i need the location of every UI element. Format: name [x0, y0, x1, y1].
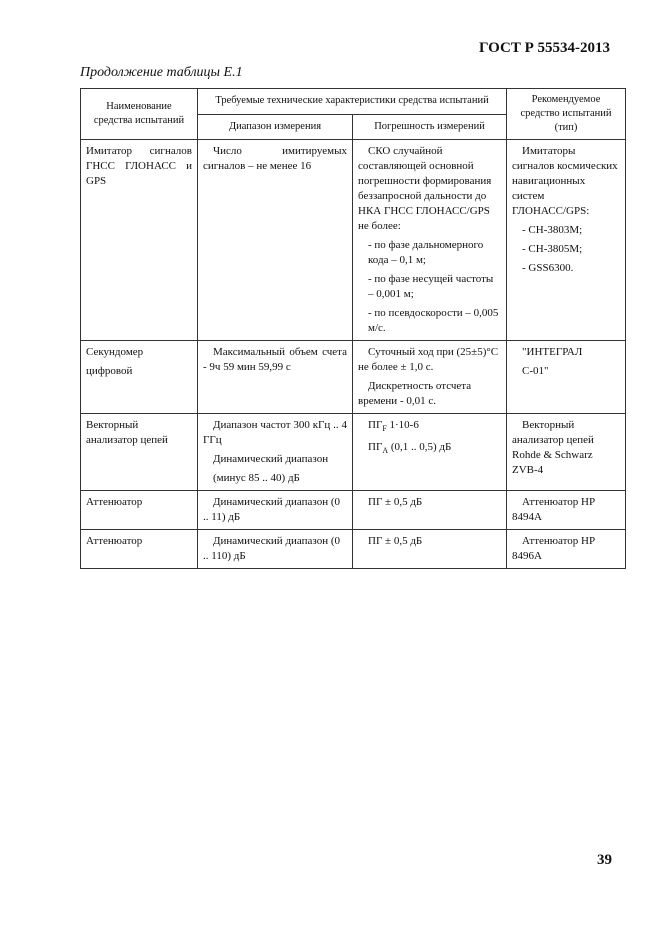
cell-error: ПГ ± 0,5 дБ [353, 530, 507, 569]
cell-range: Динамический диапазон (0 .. 11) дБ [198, 491, 353, 530]
header-measurement-range: Диапазон измерения [198, 114, 353, 140]
recommended-item: - GSS6300. [522, 262, 574, 274]
error-line [358, 418, 501, 436]
error-item: - по псевдоскорости – 0,005 м/с. [368, 307, 499, 334]
error-value: (0,1 .. 0,5) дБ [388, 441, 452, 454]
recommended-item: - СН-3803М; [522, 224, 583, 236]
cell-recommended: Векторный анализатор цепей Rohde & Schwarz ZVB-4 [507, 414, 626, 491]
header-test-equipment-name: Наименование средства испытаний [81, 89, 198, 140]
table-row [81, 414, 626, 491]
specification-table [80, 88, 626, 569]
error-symbol: ПГ [368, 441, 383, 454]
cell-recommended [507, 140, 626, 341]
error-line: Суточный ход при (25±5)°С не более ± 1,0 с. [358, 346, 499, 373]
cell-range: Максимальный объем счета - 9ч 59 мин 59,99 с [198, 341, 353, 414]
cell-error [353, 140, 507, 341]
error-intro: СКО случайной составляющей основной погрешности формирования беззапросной дальности до НКА ГНСС ГЛОНАСС/GPS не более: [358, 145, 492, 232]
error-line [358, 440, 501, 458]
cell-error [353, 414, 507, 491]
range-line: Диапазон частот 300 кГц .. 4 ГГц [203, 419, 347, 446]
cell-name [81, 341, 198, 414]
name-line: Секундомер [86, 346, 144, 358]
header-recommended-equipment: Рекомендуемое средство испытаний (тип) [507, 89, 626, 140]
error-subscript: F [382, 424, 387, 434]
header-measurement-error: Погрешность измерений [353, 114, 507, 140]
cell-name: Векторный анализатор цепей [81, 414, 198, 491]
table-row [81, 341, 626, 414]
cell-error: ПГ ± 0,5 дБ [353, 491, 507, 530]
recommended-line: С-01" [522, 365, 549, 377]
recommended-line: "ИНТЕГРАЛ [522, 346, 583, 358]
range-line: Динамический диапазон [213, 453, 329, 465]
cell-recommended [507, 341, 626, 414]
recommended-item: - СН-3805М; [522, 243, 583, 255]
page-number: 39 [597, 852, 612, 868]
cell-error [353, 341, 507, 414]
recommended-intro: Имитаторы сигналов космических навигационных систем ГЛОНАСС/GPS: [512, 145, 618, 217]
cell-recommended: Аттенюатор HP 8494A [507, 491, 626, 530]
error-value: 1·10-6 [386, 419, 419, 431]
document-standard-number: ГОСТ Р 55534-2013 [478, 40, 610, 56]
name-line: цифровой [86, 365, 133, 377]
table-row [81, 140, 626, 341]
error-item: - по фазе несущей частоты – 0,001 м; [368, 273, 494, 300]
table-continuation-caption: Продолжение таблицы Е.1 [80, 65, 243, 80]
error-subscript: A [382, 446, 389, 456]
table-header-row [81, 89, 626, 115]
cell-range [198, 414, 353, 491]
table-row [81, 530, 626, 569]
error-symbol: ПГ [368, 419, 383, 431]
cell-range: Динамический диапазон (0 .. 110) дБ [198, 530, 353, 569]
error-item: - по фазе дальномерного кода – 0,1 м; [368, 239, 484, 266]
range-line: (минус 85 .. 40) дБ [213, 472, 300, 484]
cell-name: Имитатор сигналов ГНСС ГЛОНАСС и GPS [81, 140, 198, 341]
cell-range: Число имитируемых сигналов – не менее 16 [198, 140, 353, 341]
error-line: Дискретность отсчета времени - 0,01 с. [358, 380, 472, 407]
cell-name: Аттенюатор [81, 530, 198, 569]
cell-name: Аттенюатор [81, 491, 198, 530]
cell-recommended: Аттенюатор HP 8496A [507, 530, 626, 569]
header-required-characteristics: Требуемые технические характеристики средства испытаний [198, 89, 507, 115]
table-row [81, 491, 626, 530]
